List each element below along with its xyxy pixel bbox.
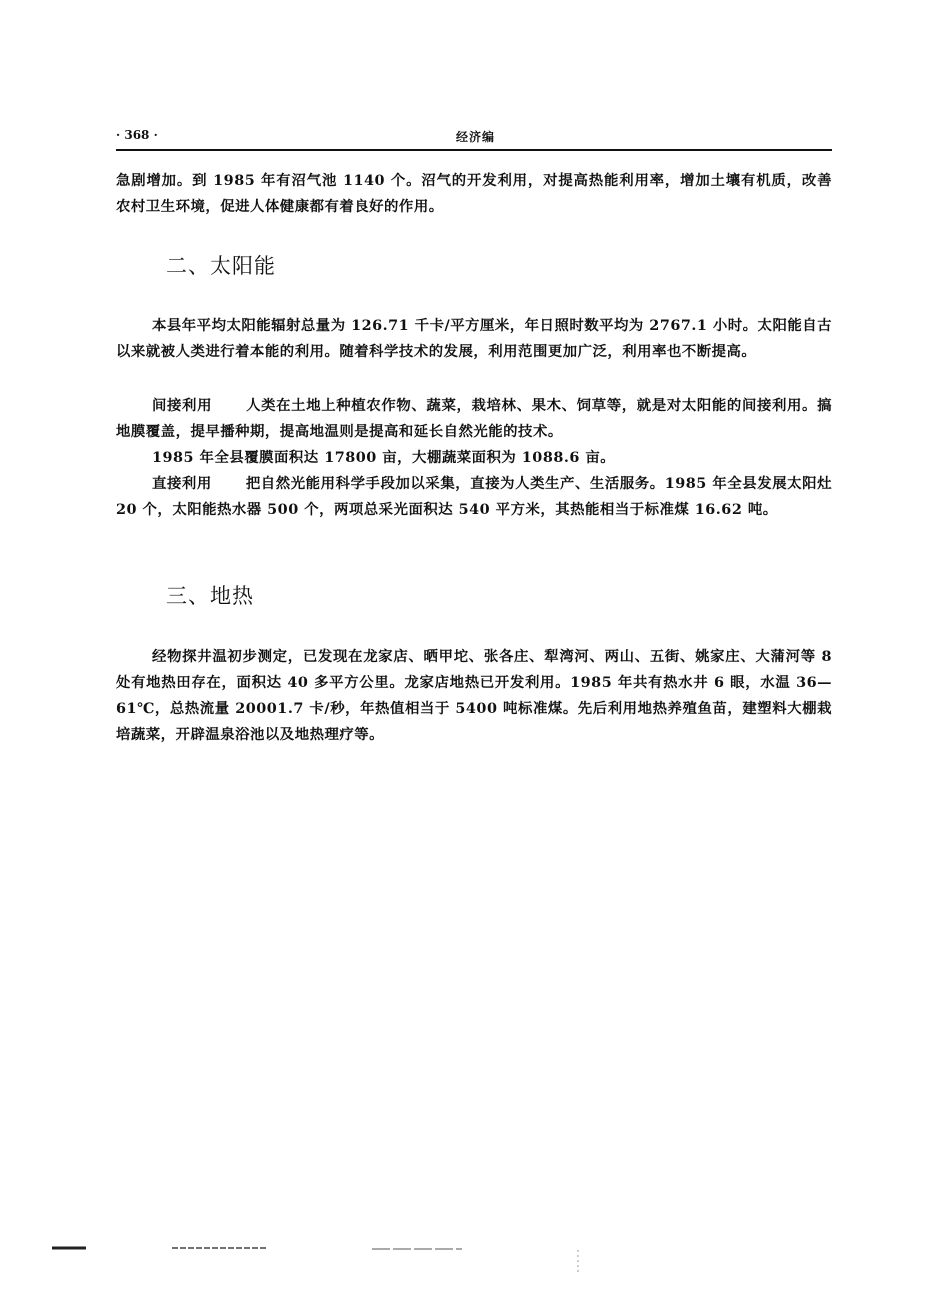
header-rule bbox=[116, 149, 832, 151]
indirect-use-text: 人类在土地上种植农作物、蔬菜，栽培林、果木、饲草等，就是对太阳能的间接利用。搞地膜覆盖，提早播种期，提高地温则是提高和延长自然光能的技术。 bbox=[116, 397, 832, 440]
term-indirect-use: 间接利用 bbox=[152, 397, 213, 414]
paragraph-film-area: 1985 年全县覆膜面积达 17800 亩，大棚蔬菜面积为 1088.6 亩。 bbox=[152, 449, 616, 466]
term-direct-use: 直接利用 bbox=[152, 475, 212, 492]
section-heading-solar: 二、太阳能 bbox=[166, 254, 276, 278]
running-title: 经济编 bbox=[456, 130, 496, 144]
paragraph-biogas-continued: 急剧增加。到 1985 年有沼气池 1140 个。沼气的开发利用，对提高热能利用率，增加土壤有机质，改善农村卫生环境，促进人体健康都有着良好的作用。 bbox=[116, 172, 832, 215]
paragraph-solar-intro: 本县年平均太阳能辐射总量为 126.71 千卡/平方厘米，年日照时数平均为 2767.1 小时。太阳能自古以来就被人类进行着本能的利用。随着科学技术的发展，利用范围更加广泛，利用率也不断提高。 bbox=[116, 317, 833, 360]
section-heading-geothermal: 三、地热 bbox=[166, 584, 254, 608]
direct-use-text: 把自然光能用科学手段加以采集，直接为人类生产、生活服务。1985 年全县发展太阳灶 20 个，太阳能热水器 500 个，两项总采光面积达 540 平方米，其热能相当于标准煤 16.62 吨。 bbox=[116, 475, 832, 518]
paragraph-geothermal: 经物探井温初步测定，已发现在龙家店、晒甲坨、张各庄、犁湾河、两山、五街、姚家庄、大蒲河等 8 处有地热田存在，面积达 40 多平方公里。龙家店地热已开发利用。1985 年共有热水井 6 眼，水温 36—61℃，总热流量 20001.7 卡/秒，年热值相当于 5400 吨标准煤。先后利用地热养殖鱼苗，建塑料大棚栽培蔬菜，开辟温泉浴池以及地热理疗等。 bbox=[116, 648, 832, 743]
page-header bbox=[116, 124, 830, 148]
page-number: · 368 · bbox=[116, 128, 158, 142]
paragraph-indirect-use bbox=[116, 393, 832, 445]
paragraph-direct-use bbox=[116, 471, 832, 523]
